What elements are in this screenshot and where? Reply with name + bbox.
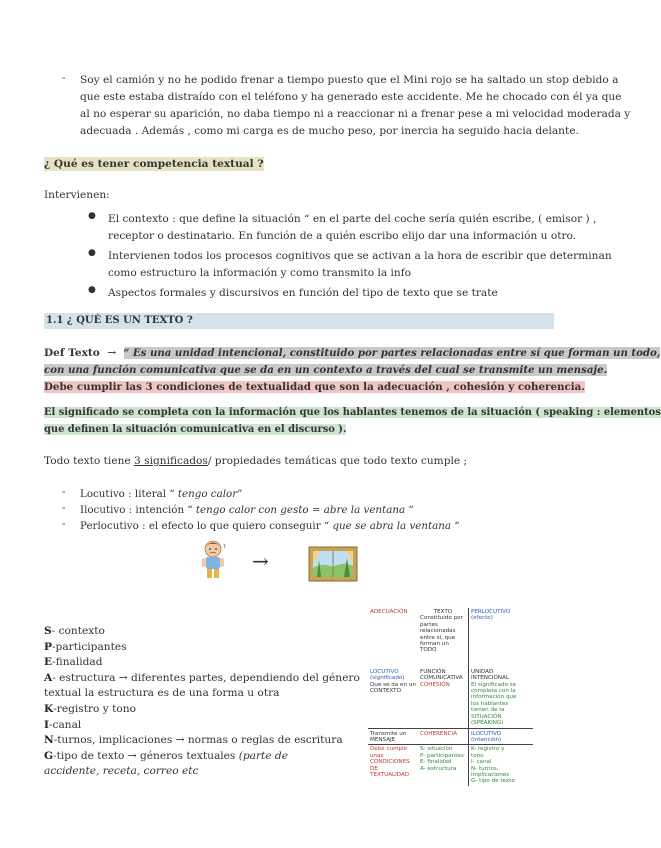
meanings-intro-text: Todo texto tiene: [44, 455, 135, 467]
cell-line: N- turnos,: [471, 765, 499, 772]
bullet-dot: ●: [88, 285, 96, 295]
arrow-icon: →: [252, 549, 269, 573]
speaking-item: [44, 640, 344, 656]
speaking-letter: E: [44, 656, 53, 669]
speaking-item: [44, 702, 344, 718]
cell-transmite: Transmite un: [370, 730, 407, 737]
speaking-italic: (parte de accidente, receta, correo etc: [44, 749, 288, 778]
intro-line: que este estaba distraído con el teléfono y ha generado este accidente. Me he chocado con él ya que: [80, 91, 622, 103]
meaning-block: [44, 404, 661, 438]
meaning-example: tengo calor con gesto = abre la ventana: [192, 504, 406, 516]
cell-line: unas: [370, 752, 384, 759]
cell-adecuacion: ADECUACIÓN: [370, 609, 408, 615]
cell-perlocutivo: PERLOCUTIVO: [471, 609, 511, 615]
speaking-item: [44, 655, 344, 671]
meaning-line2: que definen la situación comunicativa en el discurso ).: [44, 424, 347, 435]
cell-line: los hablantes: [471, 700, 509, 707]
speaking-letter: G: [44, 749, 54, 762]
cell-texto-title: TEXTO: [433, 609, 453, 615]
cell-funcion: COMUNICATIVA: [420, 675, 463, 682]
cell-line: CONDICIONES: [370, 759, 410, 766]
cell-line: I- canal: [471, 759, 492, 766]
cell-line: entre sí, que: [420, 634, 456, 641]
speaking-item: [44, 671, 360, 687]
meaning-label: Perlocutivo : el efecto lo que quiero conseguir “: [80, 520, 330, 532]
cell-line: Debe cumplir: [370, 746, 408, 753]
intervienen-label: Intervienen:: [44, 189, 110, 201]
bullet-line: como estructuro la información y como transmito la info: [108, 267, 412, 279]
window-illustration: [308, 546, 358, 582]
speaking-text: -finalidad: [52, 656, 103, 669]
dash-marker: -: [62, 72, 66, 84]
speaking-text: - contexto: [51, 625, 105, 637]
def-label: Def Texto: [44, 347, 100, 359]
cell-line: Que se da en un: [370, 681, 416, 688]
cell-funcion: FUNCIÓN: [420, 668, 446, 675]
speaking-text: textual la estructura es de una forma u otra: [44, 687, 280, 700]
conditions-line: Debe cumplir las 3 condiciones de textualidad que son la adecuación , cohesión y coherencia.: [44, 381, 585, 393]
meaning-example: que se abra la ventana: [329, 520, 452, 532]
speaking-item: [44, 718, 344, 734]
cell-line: TODO: [420, 647, 437, 654]
meaning-example: tengo calor: [174, 488, 238, 500]
cell-ilocutivo: ILOCUTIVO: [471, 730, 502, 737]
def-text-line1: “ Es una unidad intencional, constituido por partes relacionadas entre sí que forman un todo,: [123, 347, 661, 359]
meanings-intro-underlined: 3 significados: [134, 455, 208, 467]
cell-perlocutivo: (efecto): [471, 615, 493, 622]
cell-line: CONTEXTO: [370, 688, 401, 695]
cell-coherencia: COHERENCIA: [420, 730, 458, 737]
cell-locutivo: (significado): [370, 675, 405, 682]
cell-transmite: MENSAJE: [370, 736, 396, 743]
bullet-dot: ●: [88, 248, 96, 258]
bullet-line: El contexto : que define la situación “ en el parte del coche sería quién escribe, ( emisor ) ,: [108, 213, 597, 225]
speaking-letter: N: [44, 734, 54, 747]
speaking-text: -canal: [48, 718, 82, 731]
bullet-line: Intervienen todos los procesos cognitivos que se activan a la hora de escribir que determinan: [108, 250, 612, 262]
cell-ilocutivo: (intención): [471, 736, 502, 743]
speaking-text: -tipo de texto → géneros textuales: [53, 749, 239, 762]
meanings-intro: [44, 455, 467, 467]
section-heading-texto: 1.1 ¿ QUÉ ES UN TEXTO ?: [44, 313, 554, 329]
bullet-line: Aspectos formales y discursivos en función del tipo de texto que se trate: [108, 287, 498, 299]
cell-line: P- participantes: [420, 752, 464, 759]
speaking-text: -registro y tono: [53, 702, 136, 715]
meaning-quote: “: [451, 520, 460, 532]
cell-line: S- situación: [420, 746, 453, 753]
hot-child-illustration: [196, 538, 230, 580]
cell-line: A- estructura: [420, 765, 457, 772]
cell-line: tono: [471, 752, 484, 759]
speaking-letter: P: [44, 640, 52, 653]
cell-line: implicaciones: [471, 771, 510, 778]
speaking-letter: K: [44, 702, 54, 715]
speaking-list: [44, 624, 360, 780]
speaking-text: -participantes: [51, 640, 127, 653]
cell-line: tienen de la: [471, 707, 505, 714]
intro-line: adecuada . Además , como mi carga es de mucho peso, por inercia ha seguido hacia delante.: [80, 125, 579, 137]
bullet-dot: ●: [88, 211, 96, 221]
bullet-line: receptor o destinatario. En función de a quién escribo elijo dar una información u otro.: [108, 230, 577, 242]
speaking-item: [44, 733, 344, 749]
cell-line: Constituido por: [420, 615, 463, 622]
cell-line: (SPEAKING): [471, 720, 504, 727]
meaning-quote: “: [405, 504, 414, 516]
cell-unidad: UNIDAD: [471, 668, 494, 675]
cell-locutivo: LOCUTIVO: [370, 668, 399, 675]
cell-line: completa con la: [471, 688, 516, 695]
arrow-icon: →: [107, 347, 117, 359]
speaking-letter: I: [44, 718, 49, 731]
speaking-text: -turnos, implicaciones → normas o reglas de escritura: [53, 734, 343, 747]
cell-line: relacionadas: [420, 628, 456, 635]
speaking-item: [44, 624, 344, 640]
speaking-text: - estructura → diferentes partes, dependiendo del género: [52, 671, 360, 684]
cell-line: forman un: [420, 641, 449, 648]
intro-line: Soy el camión y no he podido frenar a tiempo puesto que el Mini rojo se ha saltado un stop debido a: [80, 74, 619, 86]
section-heading-competencia: ¿ Qué es tener competencia textual ?: [44, 158, 264, 170]
cell-line: K- registro y: [471, 746, 505, 753]
cell-line: información que: [471, 694, 517, 701]
definition-block: [44, 345, 661, 379]
meaning-label: Locutivo : literal “: [80, 488, 175, 500]
speaking-item: [44, 749, 344, 780]
cell-line: TEXTUALIDAD: [370, 771, 410, 778]
speaking-letter: A: [44, 671, 53, 684]
cell-unidad: INTENCIONAL: [471, 675, 510, 682]
def-text-line2: con una función comunicativa que se da en un contexto a través del cual se transmite un mensaje.: [44, 364, 608, 376]
cell-line: G- tipo de texto: [471, 778, 515, 785]
cell-line: E- finalidad: [420, 759, 452, 766]
texto-concept-table: [368, 608, 533, 786]
cell-line: SITUACIÓN: [471, 713, 502, 720]
cell-cohesion: COHESIÓN: [420, 681, 450, 688]
speaking-letter: S: [44, 625, 52, 637]
meaning-label: Ilocutivo : intención “: [80, 504, 193, 516]
speaking-item: [44, 686, 344, 702]
cell-line: partes: [420, 621, 438, 628]
meaning-line1: El significado se completa con la información que los hablantes tenemos de la situación ( speaking : elementos: [44, 407, 661, 418]
cell-line: DE: [370, 765, 378, 772]
intro-line: al no esperar su aparición, no daba tiempo ni a reaccionar ni a frenar pese a mi velocidad moderada y: [80, 108, 631, 120]
meaning-quote: ”: [237, 488, 243, 500]
meanings-intro-text: / propiedades temáticas que todo texto cumple ;: [207, 455, 468, 467]
cell-line: El significado se: [471, 681, 517, 688]
